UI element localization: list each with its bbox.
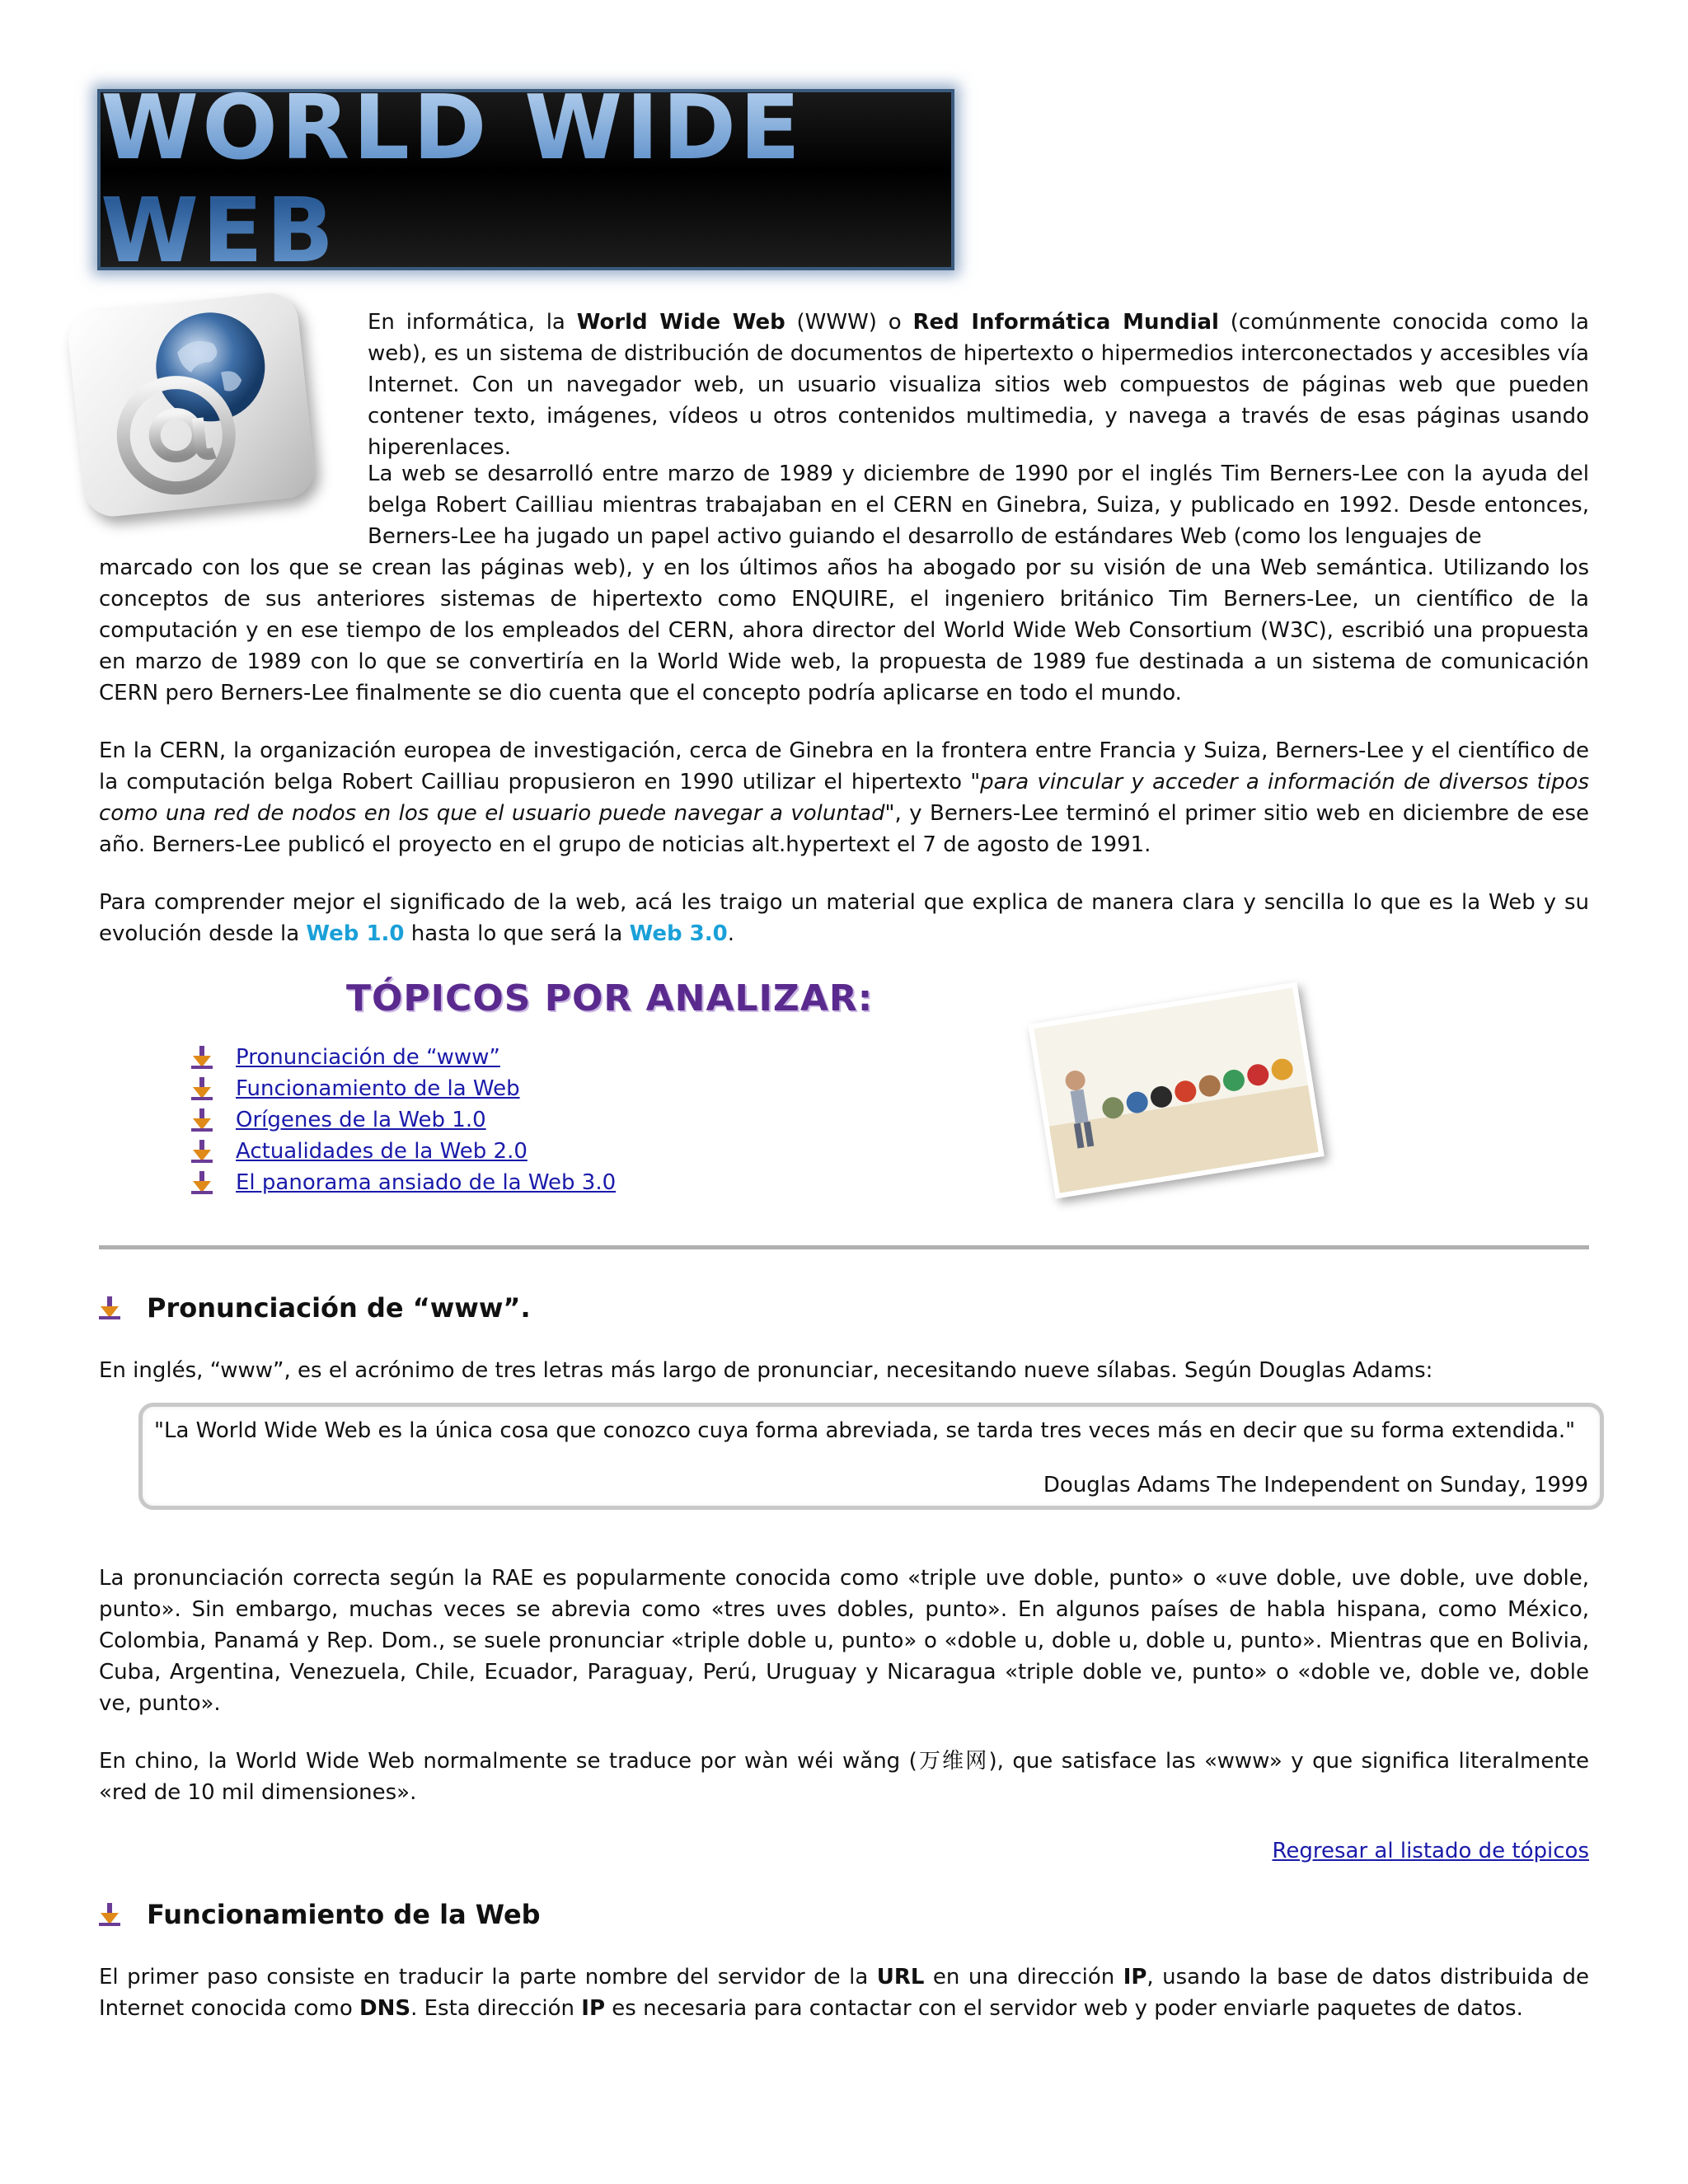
arrow-down-bullet-icon [191,1171,213,1194]
bold-text: Red Informática Mundial [912,310,1219,335]
text-run: , usando la base de datos distribuida de Internet conocida como [99,1965,1589,2021]
banner-image [97,77,954,283]
arrow-down-bullet-icon [191,1108,213,1132]
bold-text: World Wide Web [576,310,785,335]
arrow-down-bullet-icon [99,1296,120,1319]
text-run: es necesaria para contactar con el servidor web y poder enviarle paquetes de datos. [605,1996,1523,2021]
bold-text: IP [581,1996,606,2021]
text-run: En informática, la [368,310,577,335]
text-run: Para comprender mejor el significado de la web, acá les traigo un material que explica de manera clara y sencilla lo que es la Web y su evolución desde la [99,890,1589,946]
topic-link-web-1[interactable]: Orígenes de la Web 1.0 [236,1108,486,1132]
quote-box [138,1403,1604,1510]
list-item [191,1136,616,1167]
highlight-text: Web 3.0 [629,921,728,946]
intro-paragraph-4 [99,887,1589,949]
section-heading-text: Pronunciación de “www”. [147,1292,531,1324]
intro-paragraph-1 [368,307,1589,463]
topic-link-pronunciacion[interactable]: Pronunciación de “www” [236,1045,500,1070]
bold-text: URL [876,1965,925,1990]
section-heading-text: Funcionamiento de la Web [147,1899,541,1930]
quote-author: Douglas Adams The Independent on Sunday, 1999 [1043,1473,1588,1497]
bold-text: IP [1123,1965,1147,1990]
list-item [191,1073,616,1104]
arrow-down-bullet-icon [191,1140,213,1163]
text-run: (comúnmente conocida como la web), es un sistema de distribución de documentos de hipertexto o hipermedios interconectados y accesibles vía Internet. Con un navegador web, un usuario visualiza sitios web compuestos de páginas web que pueden contener texto, imágenes, vídeos u otros contenidos multimedia, y navega a través de esas páginas usando hiperenlaces. [368,310,1589,460]
back-to-topics-link[interactable]: Regresar al listado de tópicos [1272,1839,1589,1863]
section-heading-pronunciacion [99,1292,531,1324]
globe-at-icon [66,290,317,519]
highlight-text: Web 1.0 [306,921,405,946]
pronunciacion-paragraph-2: La pronunciación correcta según la RAE es popularmente conocida como «triple uve doble, punto» o «uve doble, uve doble, uve doble, punto». Sin embargo, muchas veces se abrevia como «tres uves dobles, punto». En algunos países de habla hispana, como México, Colombia, Panamá y Rep. Dom., se suele pronunciar «triple doble u, punto» o «doble u, doble u, doble u, punto». Mientras que en Bolivia, Cuba, Argentina, Venezuela, Chile, Ecuador, Paraguay, Perú, Uruguay y Nicaragua «triple doble ve, punto» o «doble ve, doble ve, doble ve, punto». [99,1566,1589,1716]
topic-link-funcionamiento[interactable]: Funcionamiento de la Web [236,1076,520,1101]
topic-link-web-3[interactable]: El panorama ansiado de la Web 3.0 [236,1170,617,1195]
topics-list [191,1042,616,1198]
topic-link-web-2[interactable]: Actualidades de la Web 2.0 [236,1139,528,1164]
banner-title: WORLD WIDE WEB [101,77,951,283]
pronunciacion-paragraph-1: En inglés, “www”, es el acrónimo de tres letras más largo de pronunciar, necesitando nueve sílabas. Según Douglas Adams: [99,1358,1433,1383]
text-run: . Esta dirección [410,1996,582,2021]
intro-paragraph-2-full: marcado con los que se crean las páginas web), y en los últimos años ha abogado por su visión de una Web semántica. Utilizando los conceptos de sus anteriores sistemas de hipertexto como ENQUIRE, el ingeniero británico Tim Berners-Lee, un científico de la computación y en ese tiempo de los empleados del CERN, ahora director del World Wide Web Consortium (W3C), escribió una propuesta en marzo de 1989 con lo que se convertiría en la World Wide web, la propuesta de 1989 fue destinada a un sistema de comunicación CERN pero Berners-Lee finalmente se dio cuenta que el concepto podría aplicarse en todo el mundo. [99,555,1589,705]
text-run: (WWW) o [785,310,913,335]
web-evolution-photo [1028,982,1324,1199]
section-divider [99,1245,1589,1249]
text-run: ", y Berners-Lee terminó el primer sitio web en diciembre de ese año. Berners-Lee publicó el proyecto en el grupo de noticias alt.hypertext el 7 de agosto de 1991. [99,801,1589,857]
text-run: El primer paso consiste en traducir la parte nombre del servidor de la [99,1965,877,1990]
list-item [191,1167,616,1198]
arrow-down-bullet-icon [99,1903,120,1926]
list-item [191,1104,616,1136]
arrow-down-bullet-icon [191,1046,213,1069]
intro-paragraph-2-wrapped: La web se desarrolló entre marzo de 1989 y diciembre de 1990 por el inglés Tim Berners-Lee con la ayuda del belga Robert Cailliau mientras trabajaban en el CERN en Ginebra, Suiza, y publicado en 1992. Desde entonces, Berners-Lee ha jugado un papel activo guiando el desarrollo de estándares Web (como los lenguajes de [368,462,1589,549]
pronunciacion-paragraph-3: En chino, la World Wide Web normalmente se traduce por wàn wéi wǎng (万维网), que satisface las «www» y que significa literalmente «red de 10 mil dimensiones». [99,1749,1589,1805]
bold-text: DNS [359,1996,411,2021]
intro-paragraph-3 [99,735,1589,860]
funcionamiento-paragraph-1 [99,1961,1589,2024]
text-run: . [727,921,734,946]
quote-text: "La World Wide Web es la única cosa que conozco cuya forma abreviada, se tarda tres veces más en decir que su forma extendida." [154,1418,1576,1443]
topics-title: TÓPICOS POR ANALIZAR: [346,977,874,1019]
text-run: en una dirección [924,1965,1123,1990]
text-run: En la CERN, la organización europea de investigación, cerca de Ginebra en la frontera entre Francia y Suiza, Berners-Lee y el científico de la computación belga Robert Cailliau propusieron en 1990 utilizar el hipertexto " [99,738,1589,794]
list-item [191,1042,616,1073]
italic-text: para vincular y acceder a información de diversos tipos como una red de nodos en los que el usuario puede navegar a voluntad [99,770,1589,826]
section-heading-funcionamiento [99,1899,541,1930]
text-run: hasta lo que será la [404,921,630,946]
arrow-down-bullet-icon [191,1077,213,1100]
